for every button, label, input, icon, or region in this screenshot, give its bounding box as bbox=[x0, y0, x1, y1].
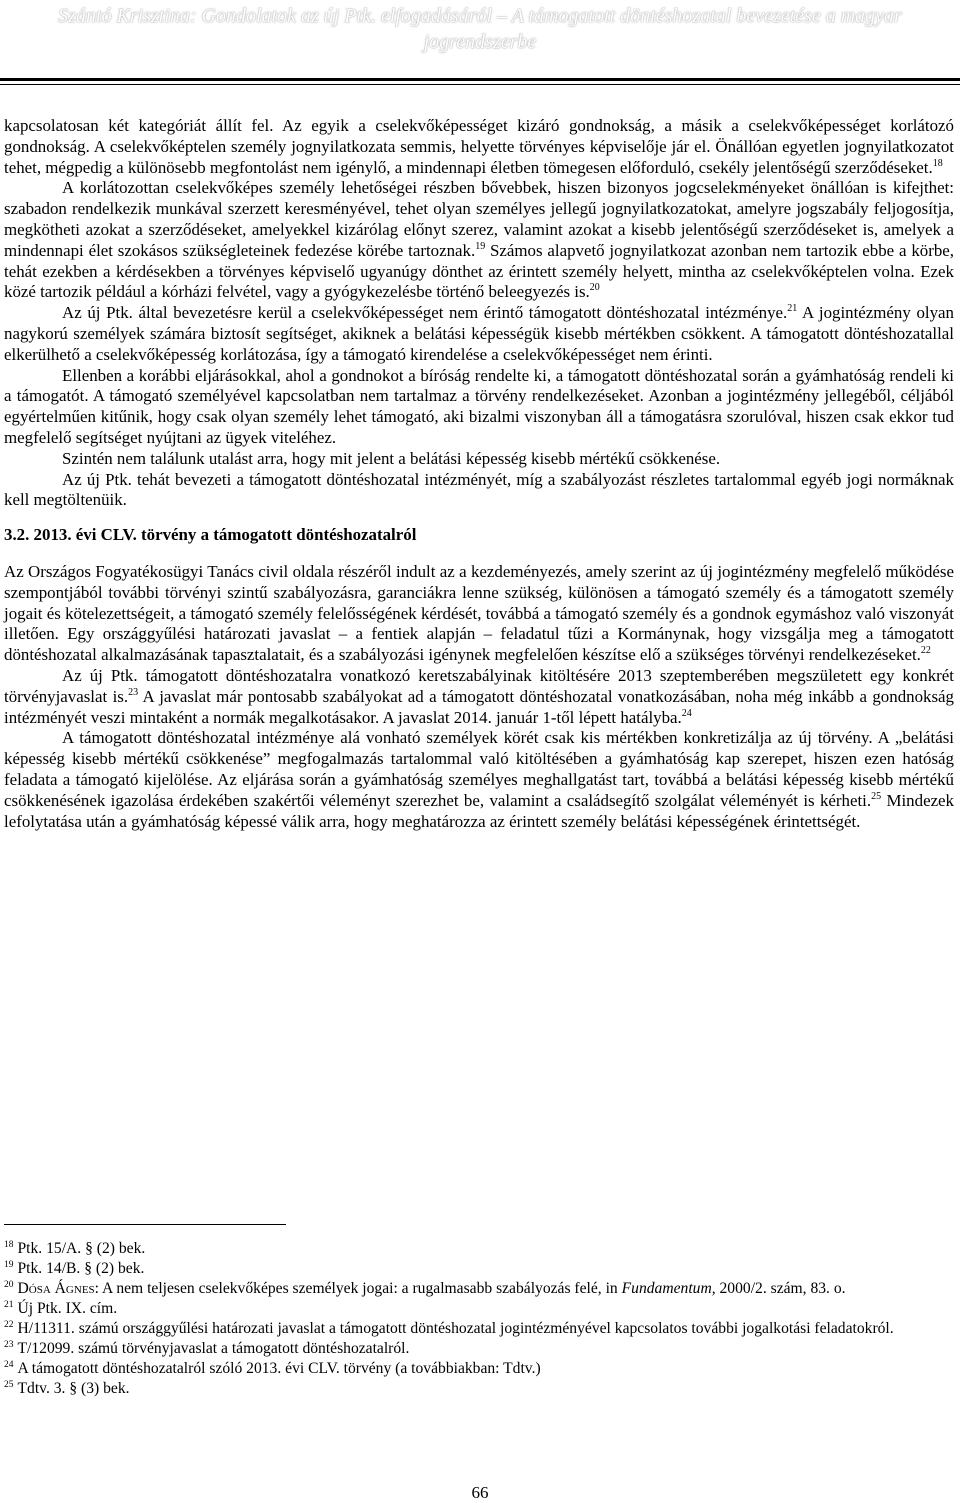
paragraph-2: A korlátozottan cselekvőképes személy lehetőségei részben bővebbek, hiszen bizonyos jogcselekményeket önállóan is kifejthet: szabadon rendelkezik munkával szerzett keresményével, tehet olyan személyes jellegű jognyilatkozatokat, amelyre jogszabály feljogosítja, megkötheti azokat a szerződéseket, amelyekkel kizárólag előnyt szerez, valamint azokat a kisebb jelentőségű szerződéseket is, amelyek a mindennapi élet szokásos szükségleteinek fedezése körébe tartoznak.$^{19}$ Számos alapvető jognyilatkozat azonban nem tartozik ebbe a körbe, tehát ezekben a kérdésekben a törvényes képviselő ugyanúgy dönthet az érintett személy helyett, mintha az cselekvőképtelen volna. Ezek közé tartozik például a kórházi felvétel, vagy a gyógykezelésbe történő beleegyezés is.$^{20}$ bbox=[4, 178, 954, 302]
page-number: 66 bbox=[471, 1483, 489, 1502]
footnote-ref-24[interactable]: 24 bbox=[681, 707, 692, 719]
footnote-19: $^{19}$ Ptk. 14/B. § (2) bek. bbox=[4, 1260, 145, 1277]
footnote-separator bbox=[4, 1224, 286, 1225]
footnote-24: $^{24}$ A támogatott döntéshozatalról szóló 2013. évi CLV. törvény (a továbbiakban: Tdtv.) bbox=[4, 1360, 541, 1377]
footnote-author: Dósa Ágnes bbox=[17, 1280, 95, 1297]
footnote-23: $^{23}$ T/12099. számú törvényjavaslat a támogatott döntéshozatalról. bbox=[4, 1340, 410, 1357]
footnote-ref-18[interactable]: 18 bbox=[932, 157, 943, 169]
footnotes bbox=[4, 1239, 954, 1399]
footnote-ref-23[interactable]: 23 bbox=[128, 686, 139, 698]
footnote-ref-25[interactable]: 25 bbox=[871, 790, 882, 802]
header-title: Szántó Krisztina: Gondolatok az új Ptk. elfogadásáról – A támogatott döntéshozatal bevezetése a magyar jogrendszerbe bbox=[58, 5, 902, 53]
footnote-ref-19[interactable]: 19 bbox=[475, 240, 486, 252]
footnote-21: $^{21}$ Új Ptk. IX. cím. bbox=[4, 1300, 118, 1317]
footnote-ref-21[interactable]: 21 bbox=[787, 303, 798, 315]
section-heading: 3.2. 2013. évi CLV. törvény a támogatott döntéshozatalról bbox=[4, 525, 417, 545]
paragraph-7: Az Országos Fogyatékosügyi Tanács civil oldala részéről indult az a kezdeményezés, amely szerint az új jogintézmény megfelelő működése szempontjából további törvényi szintű szabályozásra, garanciákra lenne szükség, különösen a támogató személy és a támogatott személy jogait és kötelezettségeit, a támogató személy felelősségének kérdését, továbbá a támogató személy és a gondnok egymáshoz való viszonyát illetően. Egy országgyűlési határozati javaslat – a fentiek alapján – feladatul tűzi a Kormánynak, hogy vizsgálja meg a támogatott döntéshozatal alkalmazásának tapasztalatait, és a szabályozási igénynek megfelelően készítse elő a szükséges törvényi rendelkezéseket.$^{22}$ bbox=[4, 561, 954, 665]
footnote-20: $^{20}$ Dósa Ágnes: A nem teljesen cselekvőképes személyek jogai: a rugalmasabb szabályozás felé, in Fundamentum, 2000/2. szám, 83. o. bbox=[4, 1280, 846, 1297]
footnote-18: $^{18}$ Ptk. 15/A. § (2) bek. bbox=[4, 1240, 146, 1257]
paragraph-1: kapcsolatosan két kategóriát állít fel. Az egyik a cselekvőképességet kizáró gondnokság, a másik a cselekvőképességet korlátozó gondnokság. A cselekvőképtelen személy jognyilatkozata semmis, helyette törvényes képviselője jár el. Önállóan egyetlen jognyilatkozatot tehet, mégpedig a különösebb megfontolást nem igénylő, a mindennapi életben tömegesen előforduló, csekély jelentőségű szerződéseket.$^{18}$ bbox=[4, 116, 954, 177]
footnote-ref-20[interactable]: 20 bbox=[589, 282, 600, 294]
footnote-22: $^{22}$ H/11311. számú országgyűlési határozati javaslat a támogatott döntéshozatal jogintézményével kapcsolatos további jogalkotási feladatokról. bbox=[4, 1320, 894, 1337]
paragraph-9: A támogatott döntéshozatal intézménye alá vonható személyek körét csak kis mértékben konkretizálja az új törvény. A „belátási képesség kisebb mértékű csökkenése” megfogalmazás tartalommal való kitöltésében a gyámhatóság kap szerepet, hiszen ezen hatóság feladata a támogató kijelölése. Az eljárása során a gyámhatóság személyes meghallgatást tart, továbbá a belátási képesség kisebb mértékű csökkenésének igazolása érdekében szakértői véleményt szerezhet be, valamint a családsegítő szolgálat véleményét is kérheti.$^{25}$ Mindezek lefolytatása után a gyámhatóság képessé válik arra, hogy meghatározza az érintett személy belátási képességének érintettségét. bbox=[4, 728, 955, 831]
paragraph-3: Az új Ptk. által bevezetésre kerül a cselekvőképességet nem érintő támogatott döntéshozatal intézménye.$^{21}$ A jogintézmény olyan nagykorú személyek számára biztosít segítséget, akiknek a belátási képességük kisebb mértékben csökkent. A támogatott döntéshozatallal elkerülhető a cselekvőképesség korlátozása, így a támogató kirendelése a cselekvőképességet nem érinti. bbox=[4, 303, 954, 364]
journal-title: Fundamentum, bbox=[621, 1280, 716, 1297]
header-rule-thin bbox=[0, 84, 960, 85]
footnote-25: $^{25}$ Tdtv. 3. § (3) bek. bbox=[4, 1380, 130, 1397]
paragraph-5: Szintén nem találunk utalást arra, hogy mit jelent a belátási képesség kisebb mértékű csökkenése. bbox=[62, 448, 721, 468]
running-header bbox=[0, 0, 960, 78]
paragraph-6: Az új Ptk. tehát bevezeti a támogatott döntéshozatal intézményét, míg a szabályozást részletes tartalommal egyéb jogi normáknak kell megtöltenüik. bbox=[4, 469, 954, 510]
paragraph-8: Az új Ptk. támogatott döntéshozatalra vonatkozó keretszabályinak kitöltésére 2013 szeptemberében megszületett egy konkrét törvényjavaslat is.$^{23}$ A javaslat már pontosabb szabályokat ad a támogatott döntéshozatal vonatkozásában, noha még inkább a gondnokság intézményét veszi mintaként a normák megalkotásakor. A javaslat 2014. január 1-től lépett hatályba.$^{24}$ bbox=[4, 665, 954, 727]
footnote-ref-22[interactable]: 22 bbox=[920, 645, 931, 657]
main-text bbox=[4, 116, 954, 832]
header-rule-thick bbox=[0, 78, 960, 81]
paragraph-4: Ellenben a korábbi eljárásokkal, ahol a gondnokot a bíróság rendelte ki, a támogatott döntéshozatal során a gyámhatóság rendeli ki a támogatót. A támogató személyével kapcsolatban nem tartalmaz a törvény rendelkezéseket. Azonban a jogintézmény jellegéből, céljából egyértelműen kitűnik, hogy csak olyan személy lehet támogató, aki bizalmi viszonyban áll a támogatásra szorulóval, hiszen csak ekkor tud megfelelő segítséget nyújtani az ügyek viteléhez. bbox=[4, 365, 954, 447]
